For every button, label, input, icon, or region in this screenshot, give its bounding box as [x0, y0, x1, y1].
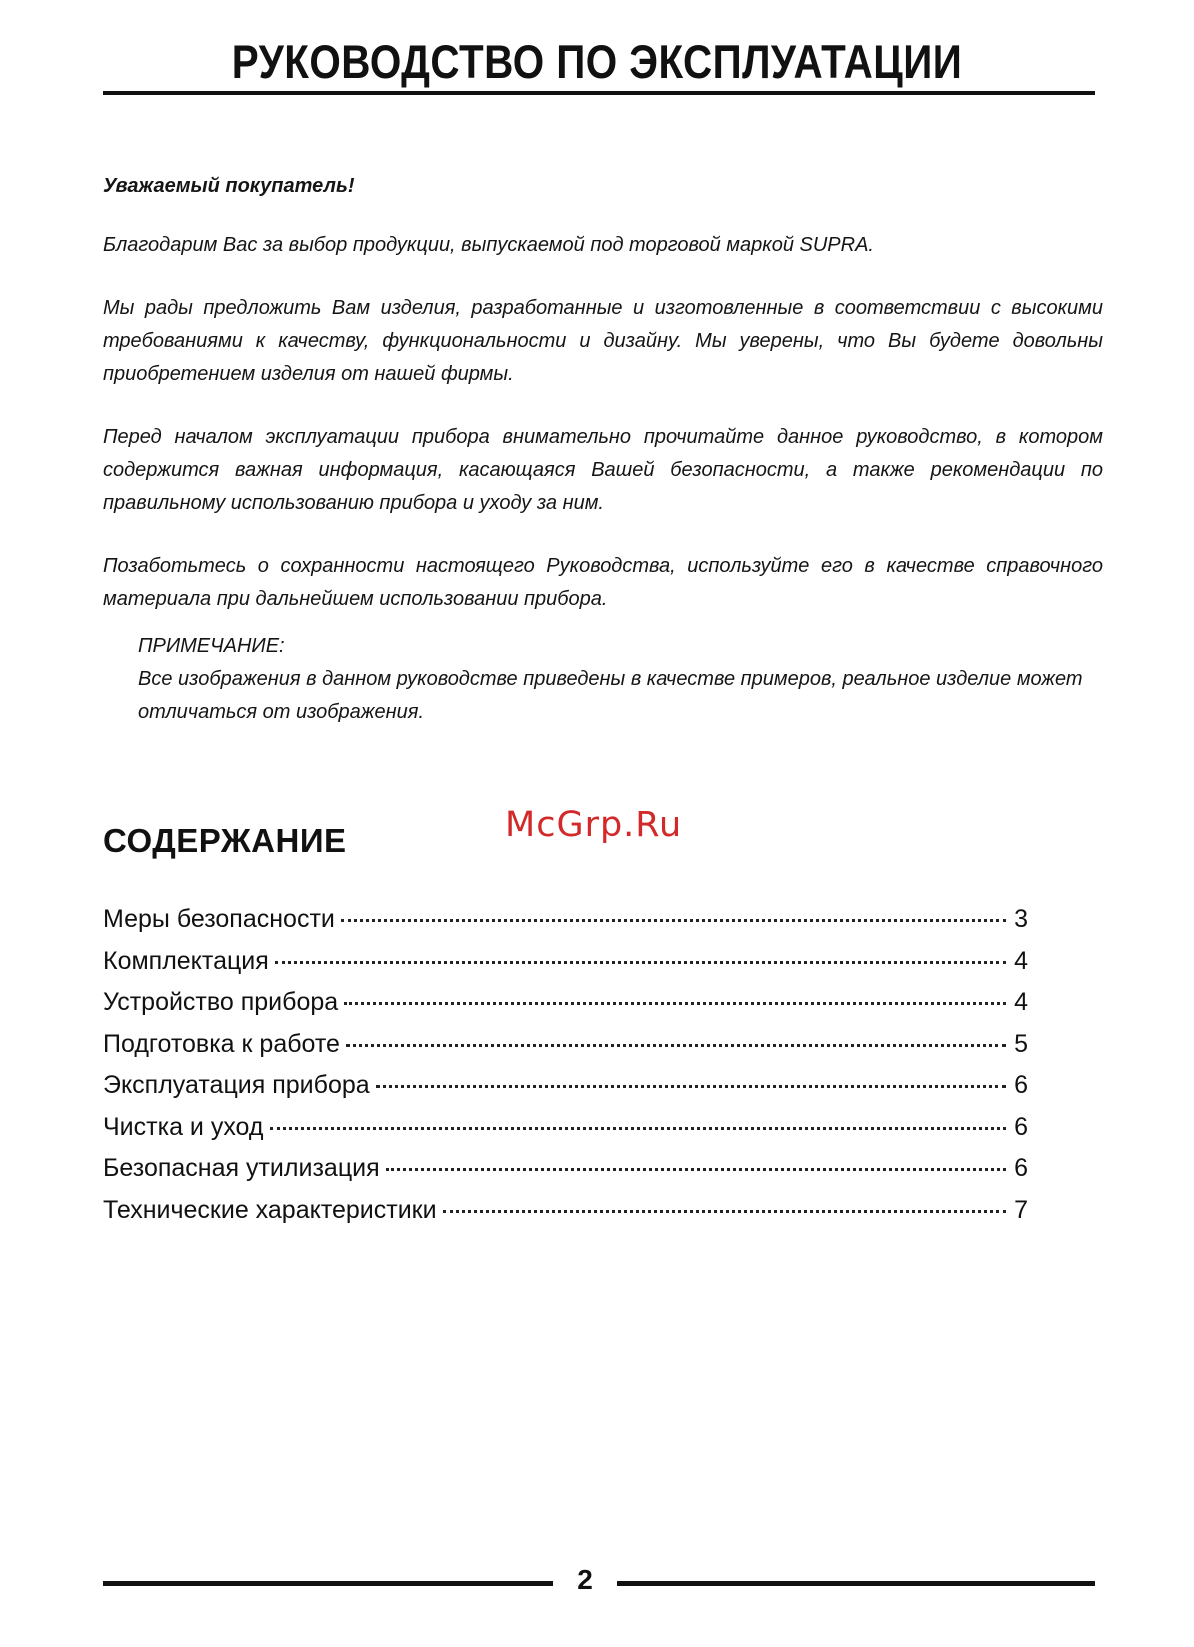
toc-item-page: 4 [1014, 988, 1028, 1016]
toc-item[interactable] [103, 905, 1028, 947]
intro-paragraph-1 [103, 229, 1103, 262]
page-number: 2 [577, 1564, 593, 1595]
title-divider [103, 91, 1095, 95]
toc-item-label: Чистка и уход [103, 1112, 264, 1141]
toc-dot-leader [376, 1085, 1006, 1088]
toc-item-page: 4 [1014, 946, 1028, 975]
greeting: Уважаемый покупатель! [103, 175, 355, 197]
note-title: ПРИМЕЧАНИЕ: [138, 635, 285, 657]
toc-item-page: 6 [1014, 1154, 1028, 1182]
toc-dot-leader [270, 1127, 1007, 1130]
note-text: Все изображения в данном руководстве приведены в качестве примеров, реальное изделие может отличаться от изображения. [138, 668, 1083, 723]
footer-divider-right [617, 1581, 1095, 1586]
page-title: РУКОВОДСТВО ПО ЭКСПЛУАТАЦИИ [231, 35, 963, 88]
toc-dot-leader [344, 1002, 1006, 1005]
intro-paragraph-2 [103, 292, 1103, 391]
toc-item-page: 5 [1014, 1029, 1028, 1058]
footer-divider-left [103, 1581, 553, 1586]
toc-item-page: 6 [1014, 1071, 1028, 1099]
intro-paragraph-1-text: Благодарим Вас за выбор продукции, выпускаемой под торговой маркой SUPRA. [103, 234, 874, 256]
toc-item-label: Подготовка к работе [103, 1029, 340, 1058]
toc-dot-leader [386, 1168, 1006, 1171]
toc-item-label: Комплектация [103, 946, 269, 975]
watermark: McGrp.Ru [505, 805, 683, 845]
toc-item-page: 3 [1014, 905, 1028, 933]
toc-item[interactable] [103, 988, 1028, 1030]
toc-item[interactable] [103, 1030, 1028, 1072]
note-block [138, 630, 1098, 729]
toc-item[interactable] [103, 1071, 1028, 1113]
intro-paragraph-3-text: Перед началом эксплуатации прибора внимательно прочитайте данное руководство, в котором содержится важная информация, касающаяся Вашей безопасности, а также рекомендации по правильному использованию прибора и уходу за ним. [103, 426, 1103, 514]
toc-item-label: Безопасная утилизация [103, 1154, 380, 1182]
toc-dot-leader [275, 961, 1006, 964]
toc-dot-leader [443, 1210, 1006, 1213]
intro-paragraph-4 [103, 550, 1103, 616]
intro-paragraph-2-text: Мы рады предложить Вам изделия, разработанные и изготовленные в соответствии с высокими требованиями к качеству, функциональности и дизайну. Мы уверены, что Вы будете довольны приобретением изделия от нашей фирмы. [103, 297, 1103, 385]
toc-item-label: Устройство прибора [103, 988, 339, 1016]
toc-dot-leader [346, 1044, 1006, 1047]
toc-item-page: 6 [1014, 1112, 1028, 1141]
toc-heading: СОДЕРЖАНИЕ [103, 822, 347, 859]
toc-item[interactable] [103, 1113, 1028, 1155]
toc-item[interactable] [103, 1196, 1028, 1238]
toc-item[interactable] [103, 947, 1028, 989]
toc-item-page: 7 [1014, 1195, 1028, 1224]
toc-item-label: Эксплуатация прибора [103, 1071, 370, 1099]
intro-paragraph-3 [103, 421, 1103, 520]
toc-dot-leader [341, 919, 1006, 922]
toc-item[interactable] [103, 1154, 1028, 1196]
toc-item-label: Технические характеристики [103, 1195, 437, 1224]
intro-paragraph-4-text: Позаботьтесь о сохранности настоящего Руководства, используйте его в качестве справочного материала при дальнейшем использовании прибора. [103, 555, 1103, 610]
table-of-contents [103, 905, 1028, 1237]
toc-item-label: Меры безопасности [103, 905, 335, 933]
